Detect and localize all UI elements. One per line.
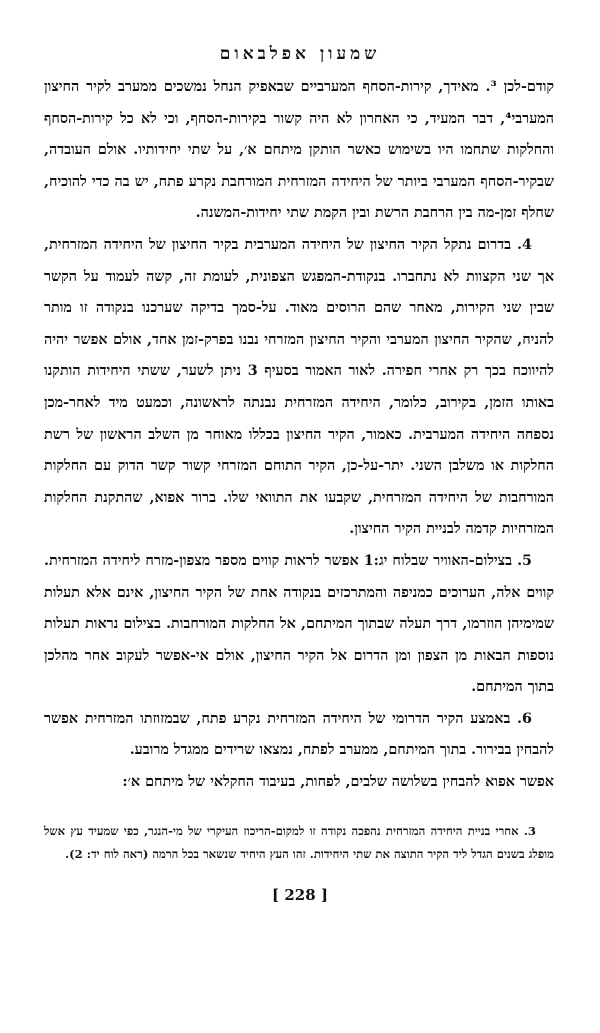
paragraph-4: 4. בדרום נתקל הקיר החיצון של היחידה המערבית בקיר החיצון של היחידה המזרחית, אך שני הקצוות לא נתחברו. בנקודת-המפגש הצפונית, לעומת זה, קשה לעמוד על הקשר שבין שני הקירות, מאחר שהם הרוסים מאוד. על-סמך בדיקה שערכנו בנקודה זו מותר להניח, שהקיר החיצון המערבי והקיר החיצון המזרחי נבנו בפרק-זמן אחד, אולם אפשר יהיה להיווכח בכך רק אחרי חפירה. לאור האמור בסעיף 3 ניתן לשער, ששתי היחידות הותקנו באותו הזמן, בקירוב, כלומר, היחידה המזרחית נבנתה לראשונה, וכמעט מיד לאחר-מכן נספחה היחידה המערבית. כאמור, הקיר החיצון בכללו מאוחר מן השלב הראשון של רשת החלקות או משלבן השני. יתר-על-כן, הקיר התוחם המזרחי קשור קשר הדוק עם החלקות המורחבות של היחידה המזרחית, שקבעו את התוואי שלו. ברור אפוא, שהתקנת החלקות המזרחיות קדמה לבניית הקיר החיצון. xyxy=(44,236,554,538)
paragraph-summary: אפשר אפוא להבחין בשלושה שלבים, לפחות, בעיבוד החקלאי של מיתחם א׳: xyxy=(122,774,554,791)
page-number: [ 228 ] xyxy=(272,886,328,904)
paragraph-5: 5. בצילום-האוויר שבלוח יג:1 אפשר לראות קווים מספר מצפון-מזרח ליחידה המזרחית. קווים אלה, הערוכים כמניפה והמתרכזים בנקודה אחת של הקיר החיצון, אינם אלא תעלות שמימיהן הוזרמו, דרך תעלה שבתוך המיתחם, אל החלקות המורחבות. בצילום נראות תעלות נוספות הבאות מן הצפון ומן הדרום אל הקיר החיצון, אולם אי-אפשר לעקוב אחר מהלכן בתוך המיתחם. xyxy=(44,552,554,696)
running-title: שמעון אפלבאום xyxy=(219,44,381,64)
paragraph-continuation: קודם-לכן ³. מאידך, קירות-הסחף המערביים שבאפיק הנחל נמשכים ממערב לקיר החיצון המערבי⁴, דבר המעיד, כי האחרון לא היה קשור בקירות-הסחף, וכי לא כל קירות-הסחף והחלקות שתחמו היו בשימוש כאשר הותקן מיתחם א׳, על שתי יחידותיו. אולם העובדה, שבקיר-הסחף המערבי ביותר של היחידה המזרחית המורחבת נקרע פתח, יש בה כדי להוכיח, שחלף זמן-מה בין הרחבת הרשת ובין הקמת שתי יחידות-המשנה. xyxy=(44,79,555,222)
main-text xyxy=(44,72,554,799)
footnotes xyxy=(44,820,554,865)
footnote-3: 3. אחרי בניית היחידה המזרחית נהפכה נקודה זו למקום-הריכוז העיקרי של מי-הנגר, כפי שמעיד עץ אשל מופלג בשנים הגדל ליד הקיר התוצה את שתי היחידות. זהו העץ היחיד שנשאר בכל הרמה (ראה לוח יד: 2). xyxy=(44,824,554,861)
paragraph-6: 6. באמצע הקיר הדרומי של היחידה המזרחית נקרע פתח, שבמזוזתו המזרחית אפשר להבחין בבירור. בתוך המיתחם, ממערב לפתח, נמצאו שרידים ממגדל מרובע. xyxy=(44,710,554,759)
